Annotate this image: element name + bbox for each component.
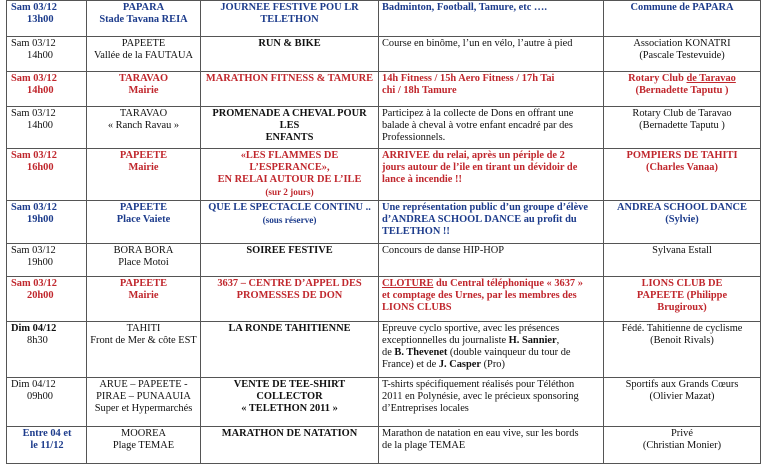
partner-cell (604, 322, 761, 378)
event-details: LIONS CLUBS (382, 302, 452, 313)
event-place: Vallée de la FAUTAUA (93, 50, 194, 61)
date-cell (7, 37, 87, 72)
event-date: Sam 03/12 (11, 245, 56, 256)
event-place: PAPEETE (121, 38, 166, 49)
event-place: Place Motoi (118, 257, 169, 268)
event-cell (201, 107, 379, 149)
event-details: Professionnels. (382, 132, 446, 143)
event-date: Dim 04/12 (11, 323, 57, 334)
date-cell (7, 107, 87, 149)
event-place: Mairie (128, 162, 159, 173)
event-time: 8h30 (27, 335, 48, 346)
event-title: RUN & BIKE (258, 38, 321, 49)
event-time: 19h00 (27, 214, 54, 225)
event-partner: (Charles Vanaa) (646, 162, 718, 173)
details-text: de (382, 347, 395, 358)
event-note: (sur 2 jours) (265, 187, 314, 197)
table-row (7, 378, 761, 427)
details-text: (Pro) (480, 359, 505, 370)
event-details: ARRIVEE du relai, après un périple de 2 (382, 150, 565, 161)
event-time: 19h00 (27, 257, 53, 268)
event-date: Sam 03/12 (11, 2, 57, 13)
event-cell (201, 277, 379, 322)
details-text: exceptionnelles du journaliste (382, 335, 509, 346)
event-place: PAPEETE (119, 202, 168, 213)
date-cell (7, 201, 87, 244)
event-details (382, 359, 600, 371)
event-cell (201, 201, 379, 244)
event-title: «LES FLAMMES DE L’ESPERANCE», (240, 150, 339, 173)
place-cell (87, 244, 201, 277)
event-partner: Sportifs aux Grands Cœurs (625, 379, 739, 390)
event-partner: PAPEETE (Philippe (636, 290, 728, 301)
place-cell (87, 72, 201, 107)
schedule-table (6, 0, 761, 464)
event-details (382, 278, 600, 290)
event-partner: POMPIERS DE TAHITI (626, 150, 738, 161)
event-details: lance à incendie !! (382, 174, 462, 185)
event-place: Place Vaiete (116, 214, 171, 225)
event-time: 14h00 (27, 120, 53, 131)
details-text: France) et de (382, 359, 439, 370)
details-cell (379, 378, 604, 427)
event-cell (201, 378, 379, 427)
event-details (382, 347, 600, 359)
date-cell (7, 322, 87, 378)
event-date: Dim 04/12 (11, 379, 56, 390)
details-text: , (556, 335, 560, 346)
event-title: VENTE DE TEE-SHIRT COLLECTOR (233, 379, 346, 402)
details-cell (379, 244, 604, 277)
event-details (382, 323, 600, 335)
place-cell (87, 201, 201, 244)
place-cell (87, 149, 201, 201)
event-title: MARATHON DE NATATION (221, 428, 358, 439)
table-row (7, 1, 761, 37)
event-partner: Fédé. Tahitienne de cyclisme (621, 323, 743, 334)
event-place: Plage TEMAE (112, 440, 175, 451)
event-place: PAPARA (122, 2, 165, 13)
event-partner: Brugiroux) (657, 302, 707, 313)
event-details: T-shirts spécifiquement réalisés pour Téléthon (382, 379, 575, 390)
details-cell (379, 107, 604, 149)
partner-cell (604, 72, 761, 107)
event-place: Stade Tavana REIA (99, 14, 188, 25)
table-row (7, 107, 761, 149)
event-place: Mairie (128, 85, 159, 96)
event-date: Sam 03/12 (11, 202, 57, 213)
event-details: Une représentation public d’un groupe d’élève (382, 202, 588, 213)
event-title: LA RONDE TAHITIENNE (228, 323, 351, 334)
event-place: PAPEETE (119, 278, 168, 289)
event-partner: LIONS CLUB DE (641, 278, 723, 289)
event-partner: Privé (671, 428, 693, 439)
event-details: TELETHON !! (382, 226, 450, 237)
event-title: JOURNEE FESTIVE POU LR (220, 2, 359, 13)
event-details: de la plage TEMAE (382, 440, 466, 451)
details-cell (379, 37, 604, 72)
details-text: du Central téléphonique « 3637 » (433, 278, 583, 289)
event-details: et comptage des Urnes, par les membres des (382, 290, 577, 301)
event-cell (201, 37, 379, 72)
event-details: 2011 en Polynésie, avec le précieux sponsoring (382, 391, 579, 402)
event-details: chi / 18h Tamure (382, 85, 457, 96)
partner-cell (604, 427, 761, 464)
event-title: PROMENADE A CHEVAL POUR LES (212, 108, 367, 131)
table-row (7, 322, 761, 378)
partner-cell (604, 378, 761, 427)
event-place: TARAVAO (118, 73, 169, 84)
table-row (7, 149, 761, 201)
event-title: ENFANTS (265, 132, 314, 143)
details-emphasis: CLOTURE (382, 278, 434, 289)
event-partner: (Bernadette Taputu ) (635, 85, 729, 96)
event-partner: (Bernadette Taputu ) (639, 120, 725, 131)
table-row (7, 244, 761, 277)
event-place: PIRAE – PUNAAUIA (96, 391, 191, 402)
event-partner: (Sylvie) (665, 214, 699, 225)
event-details: Marathon de natation en eau vive, sur les bords (382, 428, 579, 439)
event-place: TAHITI (126, 323, 161, 334)
event-time: 16h00 (27, 162, 54, 173)
date-cell (7, 427, 87, 464)
event-place: BORA BORA (113, 245, 174, 256)
event-details: d’ANDREA SCHOOL DANCE au profit du (382, 214, 577, 225)
schedule-body (7, 1, 761, 464)
event-partner: Commune de PAPARA (630, 2, 734, 13)
details-text: (double vainqueur du tour de (447, 347, 571, 358)
person-name: H. Sannier (508, 335, 557, 346)
place-cell (87, 378, 201, 427)
event-place: PAPEETE (119, 150, 168, 161)
date-cell (7, 149, 87, 201)
place-cell (87, 37, 201, 72)
event-time: 13h00 (27, 14, 54, 25)
table-row (7, 277, 761, 322)
event-partner: (Christian Monier) (642, 440, 722, 451)
event-place: TARAVAO (119, 108, 168, 119)
event-details (382, 335, 600, 347)
event-partner: (Olivier Mazat) (649, 391, 715, 402)
partner-name-underlined: de Taravao (686, 73, 736, 84)
event-title: EN RELAI AUTOUR DE L’ILE (217, 174, 362, 185)
person-name: J. Casper (438, 359, 481, 370)
event-details: Badminton, Football, Tamure, etc …. (382, 2, 547, 13)
event-cell (201, 1, 379, 37)
event-partner: (Benoit Rivals) (650, 335, 714, 346)
event-place: « Ranch Ravau » (107, 120, 180, 131)
partner-cell (604, 149, 761, 201)
event-partner: Association KONATRI (633, 38, 731, 49)
event-details: jours autour de l’ile en tirant un dévidoir de (382, 162, 578, 173)
partner-cell (604, 277, 761, 322)
place-cell (87, 277, 201, 322)
event-details: Course en binôme, l’un en vélo, l’autre à pied (382, 38, 573, 49)
partner-cell (604, 244, 761, 277)
event-details: Participez à la collecte de Dons en offrant une (382, 108, 574, 119)
table-row (7, 201, 761, 244)
event-time: 20h00 (27, 290, 54, 301)
event-partner: (Pascale Testevuide) (639, 50, 725, 61)
details-cell (379, 149, 604, 201)
details-text: Epreuve cyclo sportive, avec les présences (382, 323, 560, 334)
event-cell (201, 427, 379, 464)
place-cell (87, 107, 201, 149)
person-name: B. Thevenet (394, 347, 448, 358)
event-cell (201, 72, 379, 107)
table-row (7, 427, 761, 464)
event-place: Super et Hypermarchés (94, 403, 193, 414)
event-title: TELETHON (260, 14, 319, 25)
partner-cell (604, 1, 761, 37)
table-row (7, 37, 761, 72)
event-details: 14h Fitness / 15h Aero Fitness / 17h Tai (382, 73, 555, 84)
place-cell (87, 1, 201, 37)
event-title: MARATHON FITNESS & TAMURE (205, 73, 374, 84)
event-date: Sam 03/12 (11, 108, 56, 119)
event-details: Concours de danse HIP-HOP (382, 245, 505, 256)
event-place: ARUE – PAPEETE - (99, 379, 188, 390)
date-cell (7, 277, 87, 322)
event-place: Mairie (128, 290, 159, 301)
event-cell (201, 149, 379, 201)
event-partner (607, 73, 757, 85)
event-place: Front de Mer & côte EST (90, 335, 197, 346)
event-date: Sam 03/12 (11, 73, 57, 84)
event-details: d’Entreprises locales (382, 403, 469, 414)
event-date: Sam 03/12 (11, 278, 57, 289)
partner-cell (604, 37, 761, 72)
details-cell (379, 1, 604, 37)
event-date: le 11/12 (30, 440, 64, 451)
event-date: Sam 03/12 (11, 38, 56, 49)
event-time: 09h00 (27, 391, 53, 402)
event-title: « TELETHON 2011 » (241, 403, 338, 414)
table-row (7, 72, 761, 107)
event-note: (sous réserve) (262, 215, 317, 225)
event-partner: Sylvana Estall (652, 245, 712, 256)
event-title: 3637 – CENTRE D’APPEL DES (217, 278, 362, 289)
partner-cell (604, 107, 761, 149)
event-cell (201, 244, 379, 277)
date-cell (7, 72, 87, 107)
details-cell (379, 427, 604, 464)
event-partner: Rotary Club de Taravao (632, 108, 732, 119)
event-date: Entre 04 et (22, 428, 72, 439)
details-cell (379, 201, 604, 244)
details-cell (379, 277, 604, 322)
event-details: balade à cheval à votre enfant encadré par des (382, 120, 573, 131)
date-cell (7, 244, 87, 277)
event-time: 14h00 (27, 50, 53, 61)
date-cell (7, 378, 87, 427)
event-place: MOOREA (120, 428, 167, 439)
details-cell (379, 72, 604, 107)
place-cell (87, 322, 201, 378)
event-title: QUE LE SPECTACLE CONTINU .. (208, 202, 371, 213)
event-partner: ANDREA SCHOOL DANCE (617, 202, 747, 213)
place-cell (87, 427, 201, 464)
event-title: SOIREE FESTIVE (246, 245, 333, 256)
partner-name: Rotary Club (628, 73, 687, 84)
event-cell (201, 322, 379, 378)
partner-cell (604, 201, 761, 244)
event-title: PROMESSES DE DON (236, 290, 343, 301)
event-date: Sam 03/12 (11, 150, 57, 161)
details-cell (379, 322, 604, 378)
event-time: 14h00 (27, 85, 54, 96)
date-cell (7, 1, 87, 37)
